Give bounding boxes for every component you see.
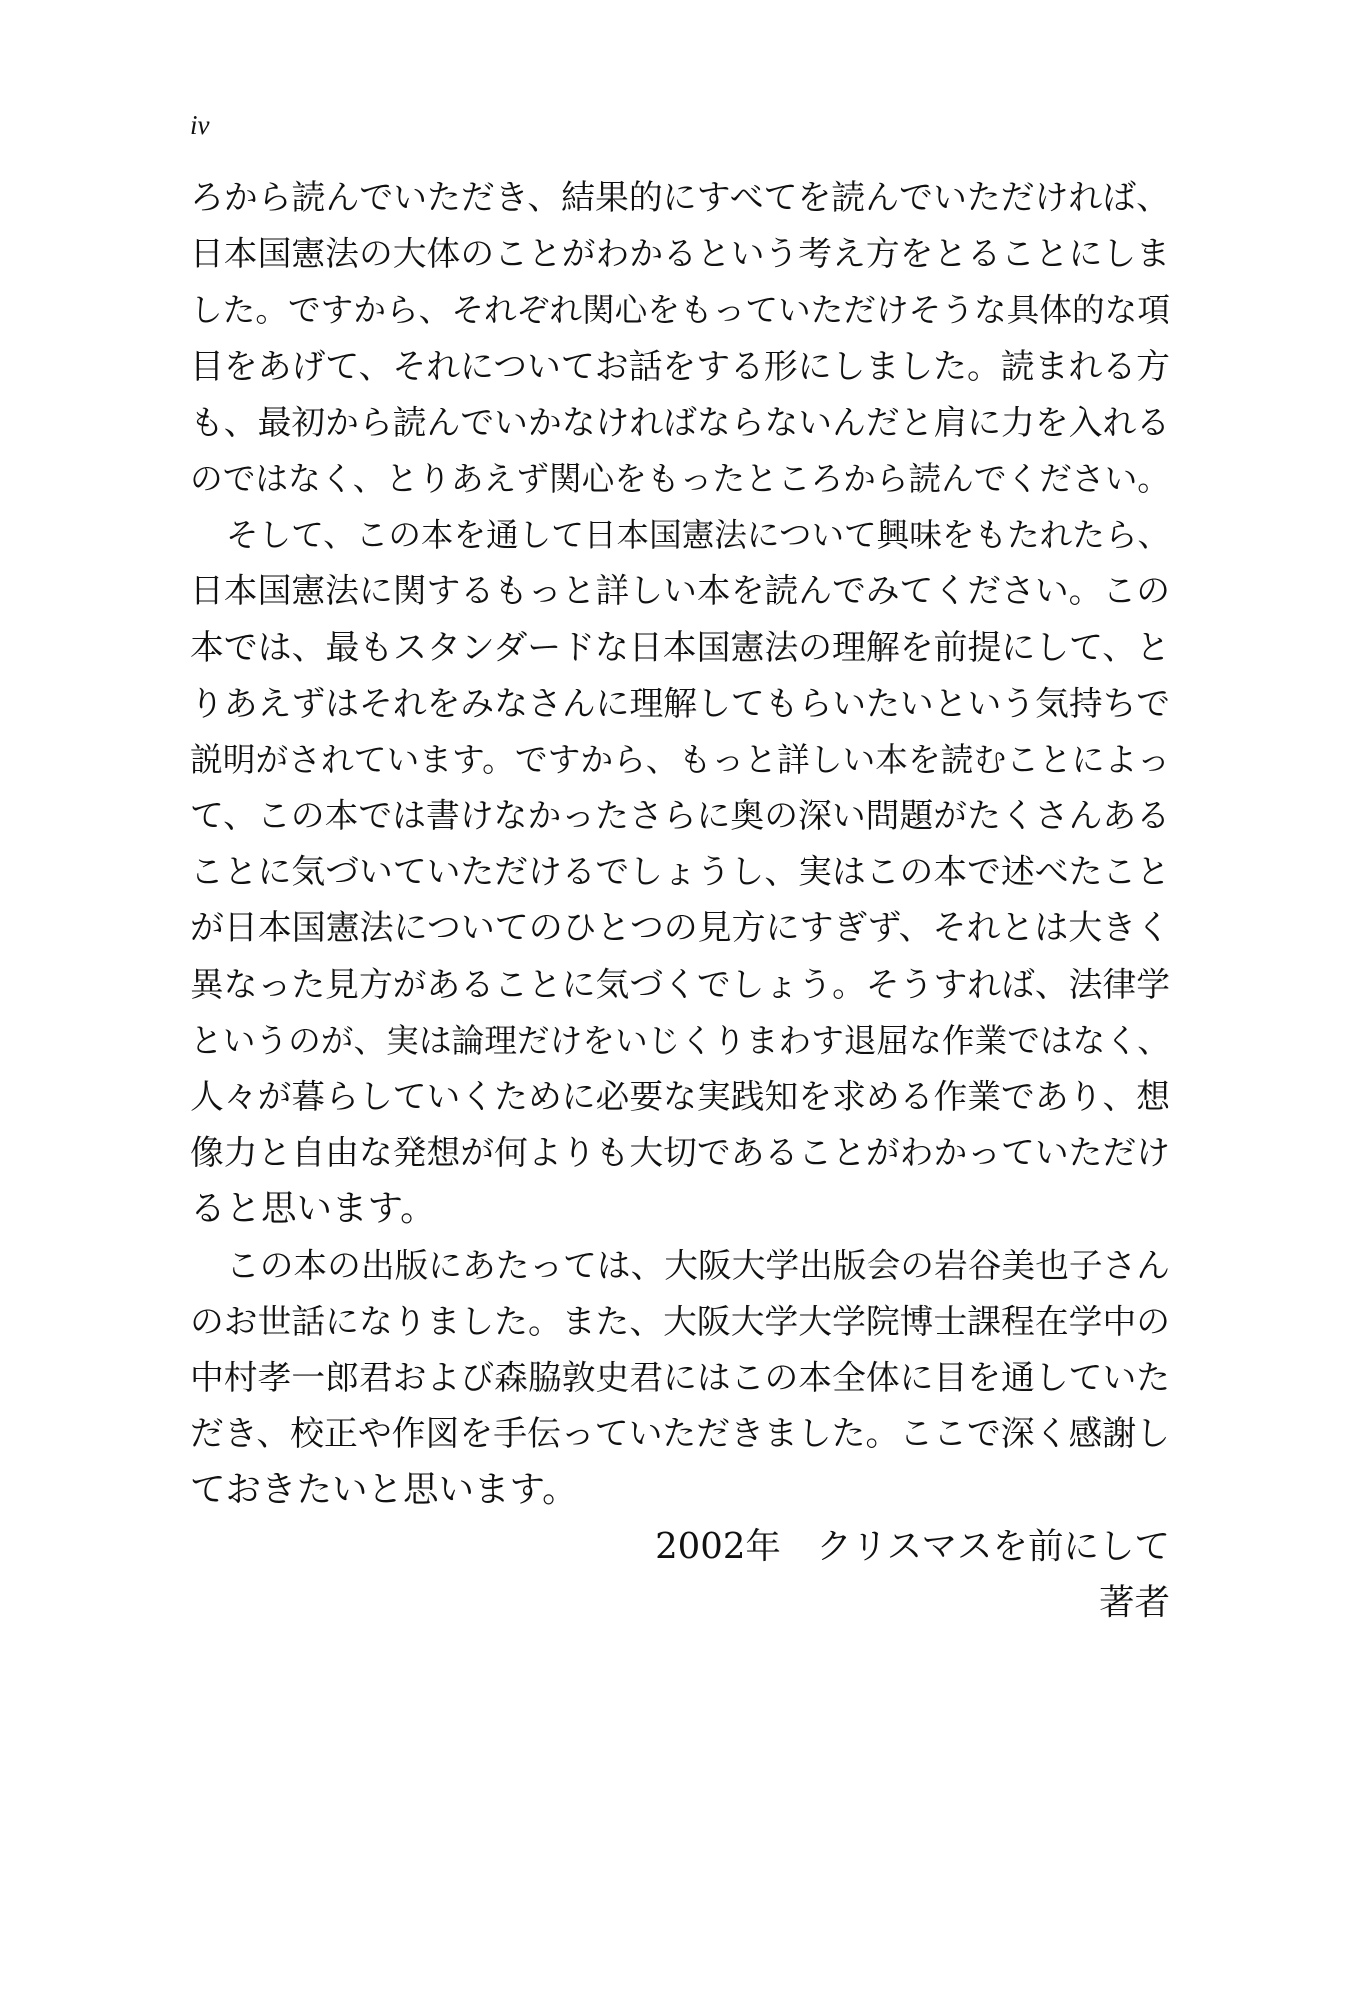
text-line: この本の出版にあたっては、大阪大学出版会の岩谷美也子さん [226, 1245, 1170, 1285]
text-line: ておきたいと思います。 [190, 1469, 578, 1511]
text-line: のではなく、とりあえず関心をもったところから読んでください。 [190, 459, 1170, 498]
text-line: した。ですから、それぞれ関心をもっていただけそうな具体的な項 [190, 291, 1170, 330]
text-line: のお世話になりました。また、大阪大学大学院博士課程在学中の [190, 1301, 1170, 1341]
text-line: が日本国憲法についてのひとつの見方にすぎず、それとは大きく [190, 908, 1171, 949]
text-line: 日本国憲法の大体のことがわかるという考え方をとることにしま [190, 234, 1170, 274]
text-line: て、この本では書けなかったさらに奥の深い問題がたくさんある [190, 796, 1170, 836]
text-line: だき、校正や作図を手伝っていただきました。ここで深く感謝し [190, 1414, 1170, 1454]
text-line: 日本国憲法に関するもっと詳しい本を読んでみてください。この [190, 571, 1170, 611]
text-line: りあえずはそれをみなさんに理解してもらいたいという気持ちで [190, 683, 1170, 723]
text-line: ろから読んでいただき、結果的にすべてを読んでいただければ、 [190, 178, 1170, 217]
text-line: ことに気づいていただけるでしょうし、実はこの本で述べたこと [190, 852, 1170, 892]
text-line: 中村孝一郎君および森脇敦史君にはこの本全体に目を通していた [190, 1357, 1170, 1397]
text-line: も、最初から読んでいかなければならないんだと肩に力を入れる [190, 402, 1170, 442]
signature-author: 著者 [1098, 1581, 1170, 1623]
text-line: というのが、実は論理だけをいじくりまわす退屈な作業ではなく、 [190, 1021, 1170, 1060]
text-line: 人々が暮らしていくために必要な実践知を求める作業であり、想 [190, 1077, 1170, 1116]
text-line: ると思います。 [190, 1188, 436, 1230]
body-text [190, 170, 1170, 1631]
text-line: 本では、最もスタンダードな日本国憲法の理解を前提にして、と [190, 627, 1170, 667]
text-line: 説明がされています。ですから、もっと詳しい本を読むことによっ [190, 740, 1170, 779]
text-line: 目をあげて、それについてお話をする形にしました。読まれる方 [190, 346, 1170, 386]
page-number: iv [190, 110, 210, 140]
text-line: 異なった見方があることに気づくでしょう。そうすれば、法律学 [190, 964, 1170, 1004]
text-line: そして、この本を通して日本国憲法について興味をもたれたら、 [226, 516, 1170, 555]
text-line: 像力と自由な発想が何よりも大切であることがわかっていただけ [190, 1133, 1170, 1173]
signature-date: 2002年 クリスマスを前にして [655, 1525, 1170, 1567]
